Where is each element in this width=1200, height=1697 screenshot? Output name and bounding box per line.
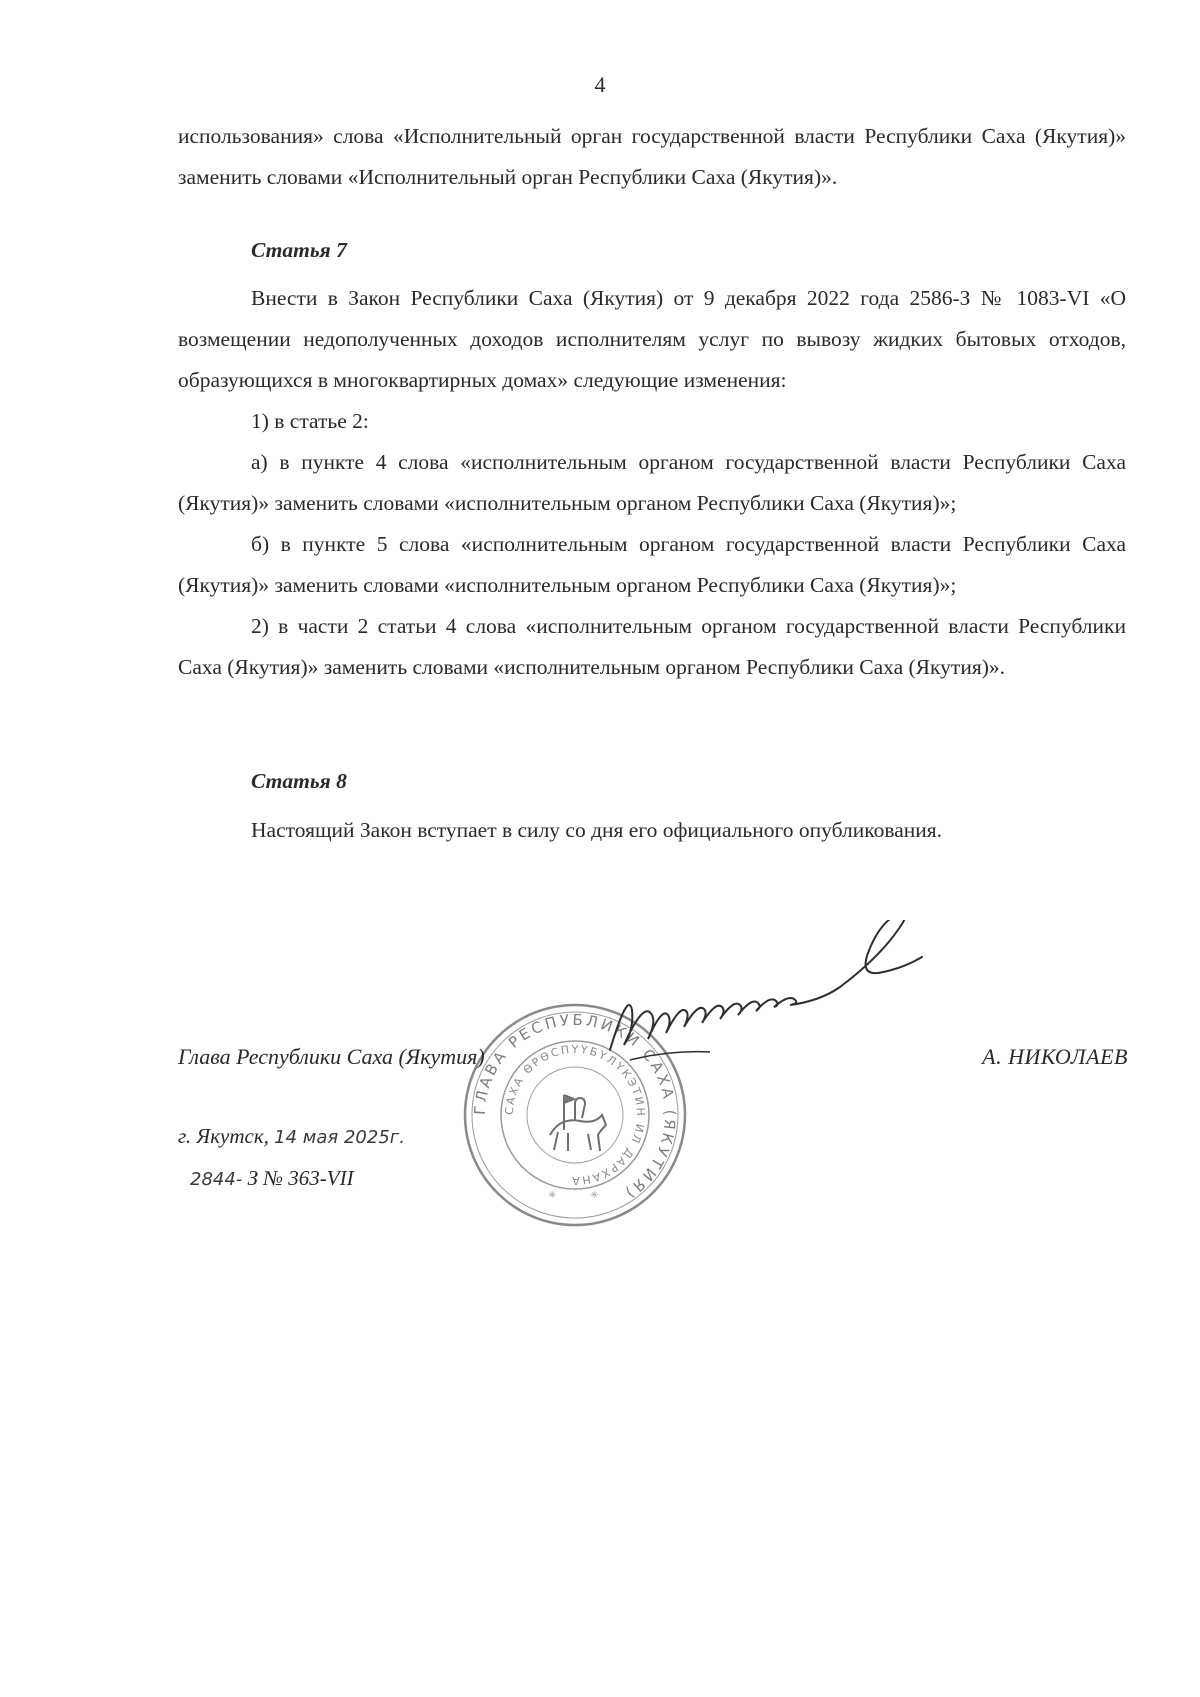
- article-8-text: Настоящий Закон вступает в силу со дня его официального опубликования.: [251, 818, 943, 842]
- seal-inner-text: САХА ӨРӨСПҮҮБҮЛҮКЭТИН ИЛ ДАРХАНА: [502, 1042, 648, 1188]
- signatory-name: А. НИКОЛАЕВ: [982, 1044, 1128, 1069]
- handwritten-number: 2844-: [190, 1169, 243, 1190]
- handwritten-date: 14 мая 2025г.: [274, 1127, 405, 1148]
- place-and-date: [178, 1124, 405, 1149]
- article-7-item-1: 1) в статье 2:: [251, 409, 369, 433]
- horseman-emblem: [550, 1095, 606, 1151]
- seal-outer-text: ГЛАВА РЕСПУБЛИКИ САХА (ЯКУТИЯ): [470, 1010, 680, 1204]
- article-7-lead: Внести в Закон Республики Саха (Якутия) от 9 декабря 2022 года 2586-З № 1083-VI «О возмещении недополученных доходов исполнителям услуг по вывозу жидких бытовых отходов, образующихся в многоквартирных домах» следующие изменения:: [178, 286, 1126, 392]
- printed-number: З № 363-VII: [247, 1166, 354, 1190]
- handwritten-signature: [600, 920, 1020, 1070]
- signatory-title: Глава Республики Саха (Якутия): [178, 1044, 485, 1069]
- intro-paragraph: использования» слова «Исполнительный орган государственной власти Республики Саха (Якутия)» заменить словами «Исполнительный орган Республики Саха (Якутия)».: [178, 124, 1126, 189]
- article-7-heading: Статья 7: [251, 238, 347, 262]
- article-7-item-1a: а) в пункте 4 слова «исполнительным органом государственной власти Республики Саха (Якутия)» заменить словами «исполнительным органом Республики Саха (Якутия)»;: [178, 450, 1126, 515]
- article-7-item-2: 2) в части 2 статьи 4 слова «исполнительным органом государственной власти Республики Саха (Якутия)» заменить словами «исполнительным органом Республики Саха (Якутия)».: [178, 614, 1126, 679]
- article-8-heading: Статья 8: [251, 769, 347, 793]
- seal-star-right: ✳: [590, 1190, 599, 1201]
- article-7-item-1b: б) в пункте 5 слова «исполнительным органом государственной власти Республики Саха (Якутия)» заменить словами «исполнительным органом Республики Саха (Якутия)»;: [178, 532, 1126, 597]
- law-number: [190, 1166, 354, 1191]
- place-label: г. Якутск,: [178, 1124, 269, 1148]
- seal-star-left: ✳: [548, 1190, 557, 1201]
- page-number: 4: [594, 72, 606, 97]
